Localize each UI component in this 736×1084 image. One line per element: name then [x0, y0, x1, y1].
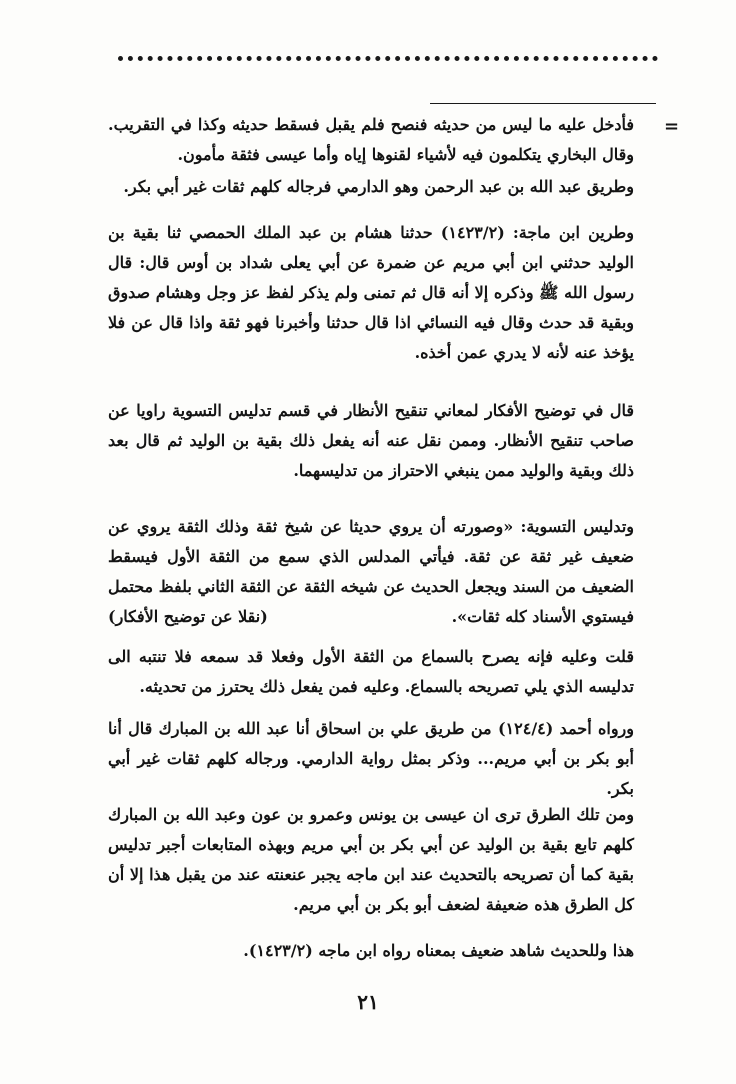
paragraph: ومن تلك الطرق ترى ان عيسى بن يونس وعمرو بن عون وعبد الله بن المبارك كلهم تابع بقية بن الوليد عن أبي بكر بن أبي مريم وبهذه المتابعات أجبر تدليس بقية كما أن تصريحه بالتحديث عند ابن ماجه يجبر عنعنته عند من يقبل هذا إلا أن كل الطرق هذه ضعيفة لضعف أبو بكر بن أبي مريم.	[108, 805, 634, 914]
continuation-mark: =	[664, 116, 680, 137]
paragraph	[108, 512, 634, 632]
paragraph: هذا وللحديث شاهد ضعيف بمعناه رواه ابن ماجه (١٤٢٣/٢).	[243, 941, 634, 960]
paragraph: وطريق عبد الله بن عبد الرحمن وهو الدارمي فرجاله كلهم ثقات غير أبي بكر.	[123, 177, 634, 196]
paragraph: قال في توضيح الأفكار لمعاني تنقيح الأنظار في قسم تدليس التسوية راويا عن صاحب تنقيح الأنظار. وممن نقل عنه أنه يفعل ذلك بقية بن الوليد ثم قال بعد ذلك وبقية والوليد ممن ينبغي الاحتراز من تدليسهما.	[108, 401, 634, 480]
paragraph: ورواه أحمد (١٢٤/٤) من طريق علي بن اسحاق أنا عبد الله بن المبارك قال أنا أبو بكر بن أبي مريم... وذكر بمثل رواية الدارمي. ورجاله كلهم ثقات غير أبي بكر.	[108, 719, 634, 798]
page-number: ٢١	[357, 990, 379, 1014]
quote-text: «وصورته أن يروي حديثا عن شيخ ثقة وذلك الثقة يروي عن ضعيف غير ثقة عن ثقة. فيأتي المدلس الذي سمع من الثقة الأول فيسقط الضعيف من السند ويجعل الحديث عن شيخه الثقة عن الثقة الثاني بلفظ محتمل فيستوي الأسناد كله ثقات».	[108, 517, 634, 626]
footnote-separator-rule	[430, 103, 656, 104]
header-dotted-rule	[118, 56, 658, 61]
paragraph: قلت وعليه فإنه يصرح بالسماع من الثقة الأول وفعلا قد سمعه فلا تنتبه الى تدليسه الذي يلي تصريحه بالسماع. وعليه فمن يفعل ذلك يحترز من تحديثه.	[108, 647, 634, 696]
paragraph: فأدخل عليه ما ليس من حديثه فنصح فلم يقبل فسقط حديثه وكذا في التقريب. وقال البخاري يتكلمون فيه لأشياء لقنوها إياه وأما عيسى فثقة مأمون.	[108, 115, 634, 164]
paragraph: وطرين ابن ماجة: (١٤٢٣/٢) حدثنا هشام بن عبد الملك الحمصي ثنا بقية بن الوليد حدثني ابن أبي مريم عن ضمرة عن أبي يعلى شداد بن أوس قال: قال رسول الله ﷺ وذكره إلا أنه قال ثم تمنى ولم يذكر لفظ عز وجل وهشام صدوق وبقية قد حدث وقال فيه النسائي اذا قال حدثنا وأخبرنا فهو ثقة واذا قال عن فلا يؤخذ عنه لأنه لا يدري عمن أخذه.	[108, 223, 634, 362]
term-heading: وتدليس التسوية:	[520, 517, 635, 536]
source-reference: (نقلا عن توضيح الأفكار)	[108, 607, 268, 626]
